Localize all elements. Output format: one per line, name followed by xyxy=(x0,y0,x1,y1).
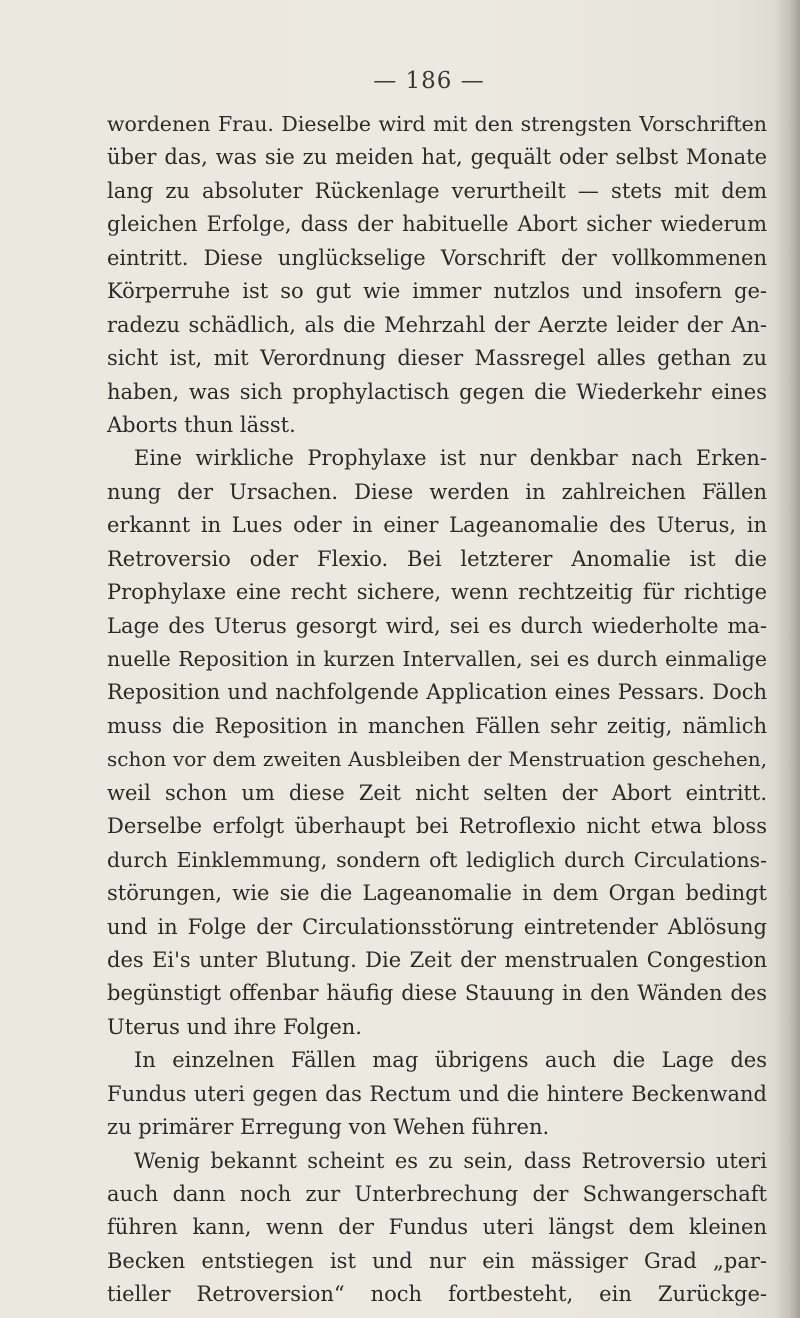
text-line: führen kann, wenn der Fundus uteri längst dem kleinen xyxy=(107,1215,767,1240)
text-line: erkannt in Lues oder in einer Lageanomalie des Uterus, in xyxy=(107,513,767,538)
text-line: nung der Ursachen. Diese werden in zahlreichen Fällen xyxy=(107,479,767,504)
text-line: durch Einklemmung, sondern oft lediglich durch Circulations- xyxy=(107,847,767,872)
text-line: In einzelnen Fällen mag übrigens auch die Lage des xyxy=(134,1048,767,1073)
text-line: Uterus und ihre Folgen. xyxy=(107,1014,362,1039)
text-line: haben, was sich prophylactisch gegen die Wiederkehr eines xyxy=(107,379,767,404)
text-line: Derselbe erfolgt überhaupt bei Retroflexio nicht etwa bloss xyxy=(107,814,767,839)
body-text xyxy=(107,108,767,1312)
text-line: begünstigt offenbar häufig diese Stauung in den Wänden des xyxy=(107,981,767,1006)
text-line: Becken entstiegen ist und nur ein mässiger Grad „par- xyxy=(107,1248,767,1273)
page-number: — 186 — xyxy=(373,68,485,94)
text-line: Retroversio oder Flexio. Bei letzterer Anomalie ist die xyxy=(107,546,767,571)
text-line: des Ei's unter Blutung. Die Zeit der menstrualen Congestion xyxy=(107,947,767,972)
text-line: und in Folge der Circulationsstörung eintretender Ablösung xyxy=(107,914,767,939)
text-line: Körperruhe ist so gut wie immer nutzlos und insofern ge- xyxy=(107,279,767,304)
text-line: auch dann noch zur Unterbrechung der Schwangerschaft xyxy=(107,1182,767,1206)
text-line: nuelle Reposition in kurzen Intervallen, sei es durch einmalige xyxy=(107,647,767,671)
text-line: Lage des Uterus gesorgt wird, sei es durch wiederholte ma- xyxy=(107,613,767,638)
text-line: zu primärer Erregung von Wehen führen. xyxy=(107,1115,550,1140)
text-line: eintritt. Diese unglückselige Vorschrift der vollkommenen xyxy=(107,245,767,270)
text-line: lang zu absoluter Rückenlage verurtheilt — stets mit dem xyxy=(107,178,767,203)
text-line: muss die Reposition in manchen Fällen sehr zeitig, nämlich xyxy=(107,713,767,738)
text-line: über das, was sie zu meiden hat, gequält oder selbst Monate xyxy=(107,145,767,170)
text-line: schon vor dem zweiten Ausbleiben der Menstruation geschehen, xyxy=(107,747,767,772)
text-line: störungen, wie sie die Lageanomalie in dem Organ bedingt xyxy=(107,881,767,906)
text-line: Prophylaxe eine recht sichere, wenn rechtzeitig für richtige xyxy=(107,580,767,605)
text-line: weil schon um diese Zeit nicht selten der Abort eintritt. xyxy=(107,780,767,805)
text-line: tieller Retroversion“ noch fortbesteht, ein Zurückge- xyxy=(107,1282,767,1307)
text-line: Aborts thun lässt. xyxy=(107,412,296,437)
text-line: sicht ist, mit Verordnung dieser Massregel alles gethan zu xyxy=(107,346,767,371)
text-line: gleichen Erfolge, dass der habituelle Abort sicher wiederum xyxy=(107,212,767,237)
text-line: Fundus uteri gegen das Rectum und die hintere Beckenwand xyxy=(107,1081,767,1106)
text-line: wordenen Frau. Dieselbe wird mit den strengsten Vorschriften xyxy=(107,112,767,136)
page-edge-shadow xyxy=(774,0,800,1318)
text-line: Wenig bekannt scheint es zu sein, dass Retroversio uteri xyxy=(134,1148,767,1173)
text-line: Reposition und nachfolgende Application eines Pessars. Doch xyxy=(107,680,767,705)
text-line: radezu schädlich, als die Mehrzahl der Aerzte leider der An- xyxy=(107,312,767,337)
text-line: Eine wirkliche Prophylaxe ist nur denkbar nach Erken- xyxy=(134,446,767,471)
